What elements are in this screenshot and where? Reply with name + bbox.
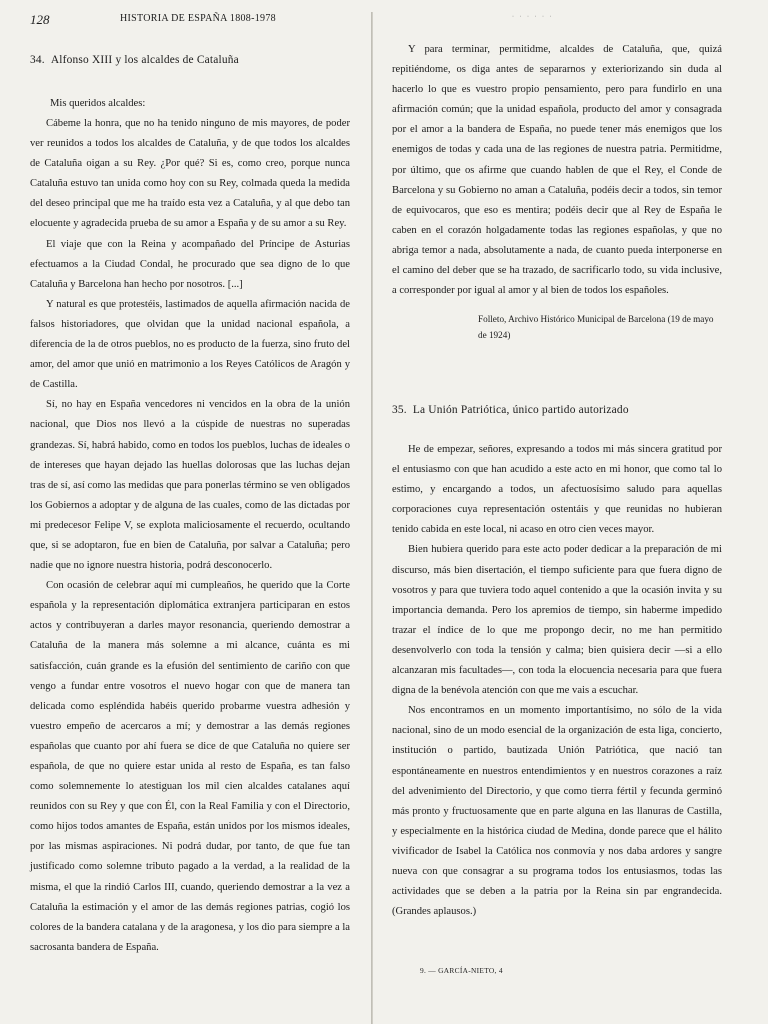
left-running-head: [30, 12, 350, 28]
right-text-top: [392, 40, 722, 301]
left-page: [30, 0, 350, 1024]
page-number: 128: [30, 12, 50, 27]
salutation: Mis queridos alcaldes:: [50, 98, 146, 109]
left-body: [30, 94, 350, 958]
left-text: [30, 114, 350, 958]
paragraph: El viaje que con la Reina y acompañado del Príncipe de Asturias efectuamos a la Ciudad Condal, he procurado que sea digno de lo que Cataluña y Barcelona han hecho por nosotros. [...]: [30, 238, 350, 290]
right-section-heading: [392, 404, 722, 416]
section-number: 34.: [30, 54, 45, 66]
right-running-head: · · · · · ·: [512, 14, 554, 20]
section-number: 35.: [392, 404, 407, 416]
book-gutter: [371, 12, 373, 1024]
signature-footer: 9. — GARCÍA-NIETO, 4: [420, 966, 503, 975]
paragraph: Bien hubiera querido para este acto poder dedicar a la preparación de mi discurso, más bien disertación, el tiempo suficiente para que fuera digno de vosotros y para que tuviera todo aquel contenido a que la ocasión invita y su importancia demanda. Pero los apremios de tiempo, sin haberme impedido trazar el índice de lo que me propongo decir, no me han permitido desenvolverlo con toda la tensión y calma; bien quisiera decir —si a ello alcanzaran mis facultades—, con toda la elocuencia necesaria para que fuera digna de la benévola atención con que me vais a escuchar.: [392, 544, 722, 697]
paragraph: Y para terminar, permitidme, alcaldes de Cataluña, que, quizá repitiéndome, os diga antes de separarnos y exteriorizando sin duda al hacerlo lo que es vuestro propio pensamiento, pero para fundirlo en una afirmación común; que la unidad española, producto del amor y consagrada por el amor a la bandera de España, no puede tener más enemigos que los enemigos de todas y cada una de las regiones de nuestra patria. Permitidme, por último, que os afirme que cuando hablen de que el Rey, el Conde de Barcelona y su Gobierno no aman a Cataluña, podéis decir a todos, sin temor de equivocaros, que eso es mentira; podéis decir que al Rey de España le caben en el corazón holgadamente todas las regiones españolas, y que no abriga temor a nada, absolutamente a nada, de cuanto pueda interponerse en el camino del deber que se ha trazado, de sacrificarlo todo, su vida inclusive, a corresponder por igual al amor y al bien de todos los españoles.: [392, 44, 722, 297]
source-citation: Folleto, Archivo Histórico Municipal de Barcelona (19 de mayo de 1924): [478, 314, 714, 341]
right-page: [392, 0, 722, 1024]
left-section-heading: [30, 54, 350, 66]
right-text-bottom: [392, 440, 722, 922]
section-title: La Unión Patriótica, único partido autorizado: [412, 404, 629, 416]
paragraph: Sí, no hay en España vencedores ni vencidos en la obra de la unión nacional, que Dios nos llevó a la cúspide de nuestras no superadas grandezas. Sí, habrá habido, como en todos los pueblos, luchas de ideales o de intereses que hayan dejado las huellas dolorosas que las luchas dejan tras de sí, así como las medidas que para ponerlas término se ven obligados los Gobiernos a adoptar y de alguna de las cuales, como de las dictadas por mi predecesor Felipe V, se explota maliciosamente el recuerdo, ocultando que, si se adoptaron, fue en bien de Cataluña, por salvar a Cataluña; pero nadie que no ignore nuestra historia, podrá desconocerlo.: [30, 399, 350, 572]
running-title: HISTORIA DE ESPAÑA 1808-1978: [120, 13, 276, 24]
section-title: Alfonso XIII y los alcaldes de Cataluña: [50, 54, 239, 66]
paragraph: Con ocasión de celebrar aquí mi cumpleaños, he querido que la Corte española y la representación diplomática extranjera participaran en estos actos y contribuyeran a darles mayor resonancia, queriendo demostrar a Cataluña de la manera más solemne a mi alcance, cuánta es mi satisfacción, cuán grande es la efusión del sentimiento de cariño con que vengo a fundar entre vosotros el nuevo hogar con que de manera tan delicada como espléndida habéis querido probarme vuestra adhesión y vuestro empeño de acercaros a mí; y demostrar a las demás regiones españolas que cuanto por ahí fuera se dice de que Cataluña no quiere ser española, de que no quiere estar unida al resto de España, es tan falso como solemnemente lo atestiguan los mil cien alcaldes catalanes aquí reunidos con su Rey y que con Él, con la Real Familia y con el Directorio, como hijos todos amantes de España, están unidos por los mismos ideales, por las mismas aspiraciones. Ni podrá dudar, por tanto, de que fue tan justificado como solemne tributo pagado a la verdad, a la realidad de la misma, el que la rindió Carlos III, cuando, queriendo demostrar a la vez a Cataluña la estimación y el amor de las demás regiones patrias, cogió los colores de la bandera catalana y de la aragonesa, y los dio para siempre a la sacrosanta bandera de España.: [30, 580, 350, 953]
paragraph: He de empezar, señores, expresando a todos mi más sincera gratitud por el entusiasmo con que han acudido a este acto en mi honor, que como tal lo estimo, y encargando a todos, un afectuosísimo saludo para aquellas corporaciones cuya representación ostentáis y que reunidas no hubieran tenido cabida en este local, ni acaso en otro cien veces mayor.: [392, 444, 722, 536]
paragraph: Nos encontramos en un momento importantísimo, no sólo de la vida nacional, sino de un modo esencial de la organización de esta liga, concierto, institución o partido, bautizada Unión Patriótica, que nació tan espontáneamente en nuestros entendimientos y en nuestros corazones a raíz del advenimiento del Directorio, y que como tierra fértil y fecunda germinó más pronto y fructuosamente que en parte alguna en las llanuras de Castilla, y especialmente en la histórica ciudad de Medina, donde parece que el hálito vivificador de Isabel la Católica nos conmovía y nos daba ardores y sangre nueva con que consagrar a su programa todos los entusiasmos, todas las actividades que se deben a la patria por la Reina sin par engrandecida. (Grandes aplausos.): [392, 705, 722, 918]
paragraph: Y natural es que protestéis, lastimados de aquella afirmación nacida de falsos historiadores, que olvidan que la unidad nacional española, a diferencia de la de otros pueblos, no es producto de la fuerza, sino fruto del amor, del amor que unió en matrimonio a los Reyes Católicos de Aragón y de Castilla.: [30, 298, 350, 391]
paragraph: Cábeme la honra, que no ha tenido ninguno de mis mayores, de poder ver reunidos a todos los alcaldes de Cataluña, y de que todos los alcaldes de Cataluña oigan a su Rey. ¿Por qué? Si es, como creo, porque nunca Cataluña estuvo tan unida como hoy con su Rey, colmada queda la medida del deseo principal que me ha traído esta vez a Cataluña, y al que debo tan elocuente y agradecida prueba de su amor a España y de su amor a su Rey.: [30, 118, 350, 230]
right-body-bottom: [392, 440, 722, 922]
right-body-top: [392, 40, 722, 343]
